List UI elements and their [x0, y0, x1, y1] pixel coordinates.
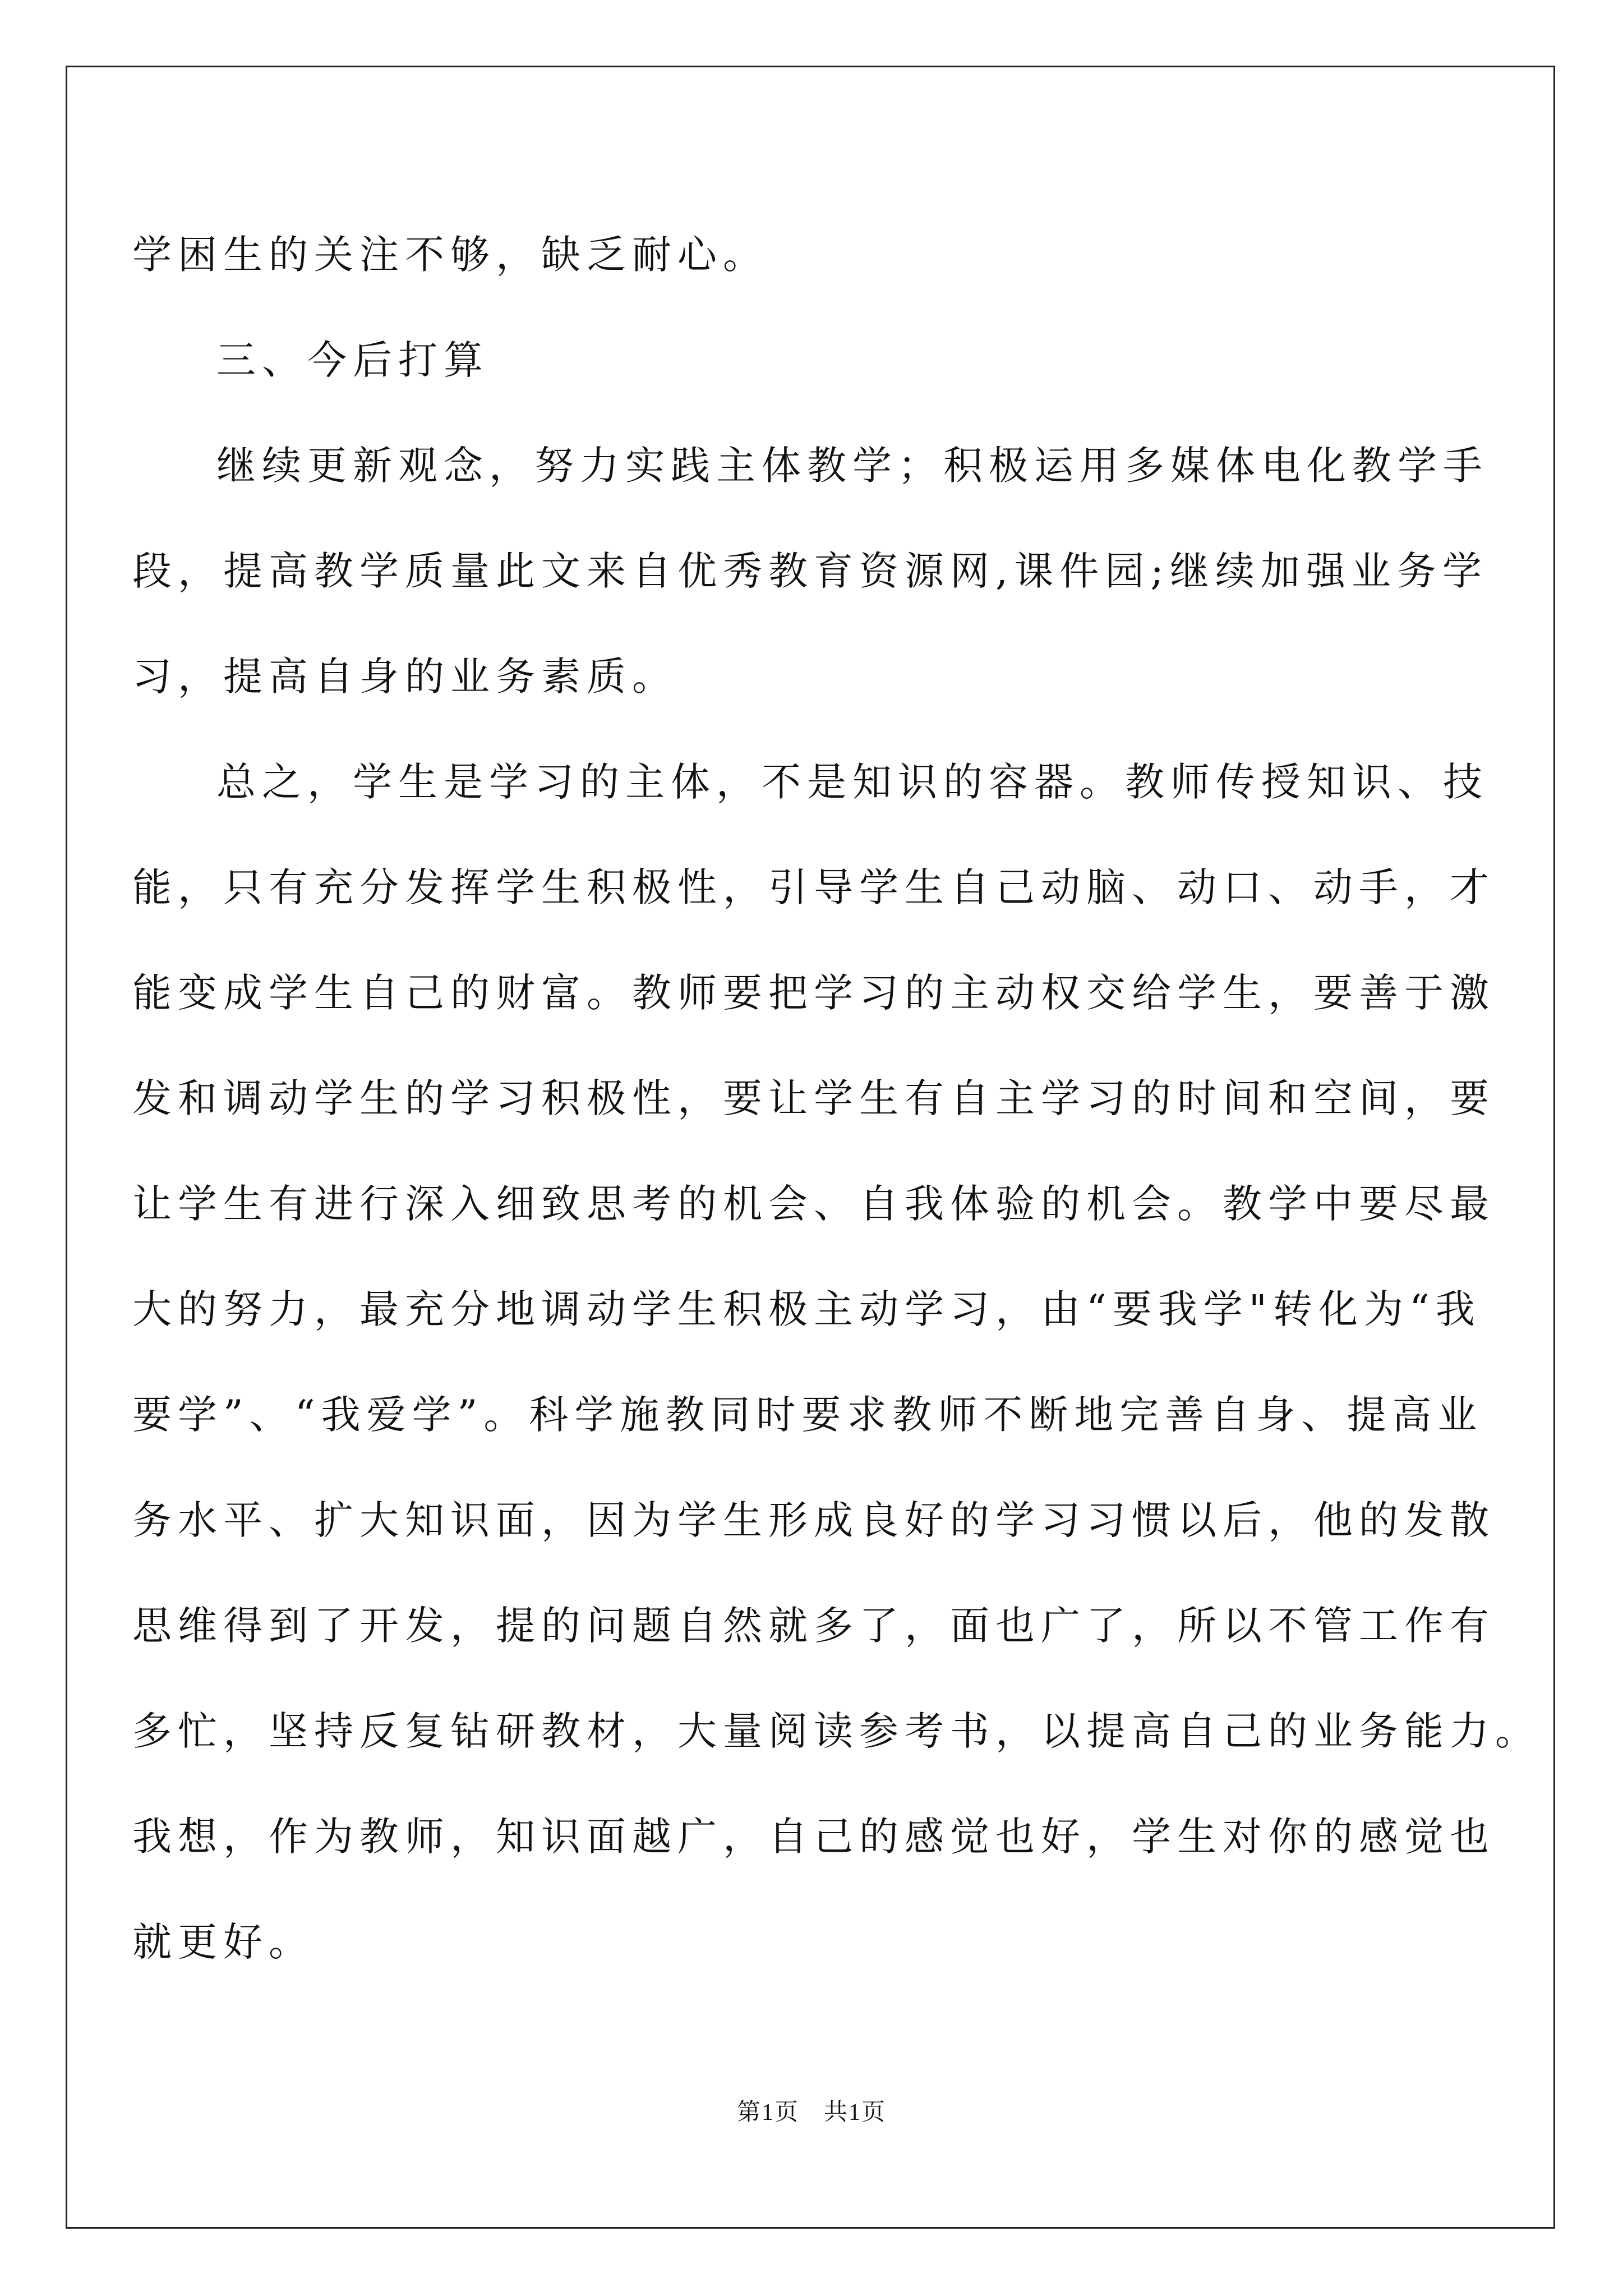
- document-body: [132, 202, 1541, 1995]
- text-line: 习，提高自身的业务素质。: [132, 654, 677, 700]
- text-line: 就更好。: [132, 1919, 314, 1965]
- page-number-footer: 第1页 共1页: [736, 2100, 886, 2125]
- section-heading: 三、今后打算: [216, 337, 489, 383]
- text-line: 多忙，坚持反复钻研教材，大量阅读参考书，以提高自己的业务能力。: [132, 1708, 1541, 1754]
- text-line: 发和调动学生的学习积极性，要让学生有自主学习的时间和空间，要: [132, 1075, 1495, 1121]
- text-line: 能，只有充分发挥学生积极性，引导学生自己动脑、动口、动手，才: [132, 864, 1495, 910]
- text-line: 要学”、“我爱学”。科学施教同时要求教师不断地完善自身、提高业: [132, 1392, 1483, 1438]
- text-line: 学困生的关注不够，缺乏耐心。: [132, 232, 768, 278]
- text-line: 继续更新观念，努力实践主体教学；积极运用多媒体电化教学手: [216, 443, 1488, 489]
- text-line: 务水平、扩大知识面，因为学生形成良好的学习习惯以后，他的发散: [132, 1497, 1495, 1543]
- text-line: 段，提高教学质量此文来自优秀教育资源网,课件园;继续加强业务学: [132, 548, 1488, 594]
- text-line: 总之，学生是学习的主体，不是知识的容器。教师传授知识、技: [216, 759, 1488, 805]
- text-line: 能变成学生自己的财富。教师要把学习的主动权交给学生，要善于激: [132, 970, 1495, 1016]
- text-line: 让学生有进行深入细致思考的机会、自我体验的机会。教学中要尽最: [132, 1181, 1495, 1227]
- text-line: 我想，作为教师，知识面越广，自己的感觉也好，学生对你的感觉也: [132, 1814, 1495, 1860]
- text-line: 思维得到了开发，提的问题自然就多了，面也广了，所以不管工作有: [132, 1603, 1495, 1649]
- text-line: 大的努力，最充分地调动学生积极主动学习，由“要我学"转化为“我: [132, 1286, 1481, 1332]
